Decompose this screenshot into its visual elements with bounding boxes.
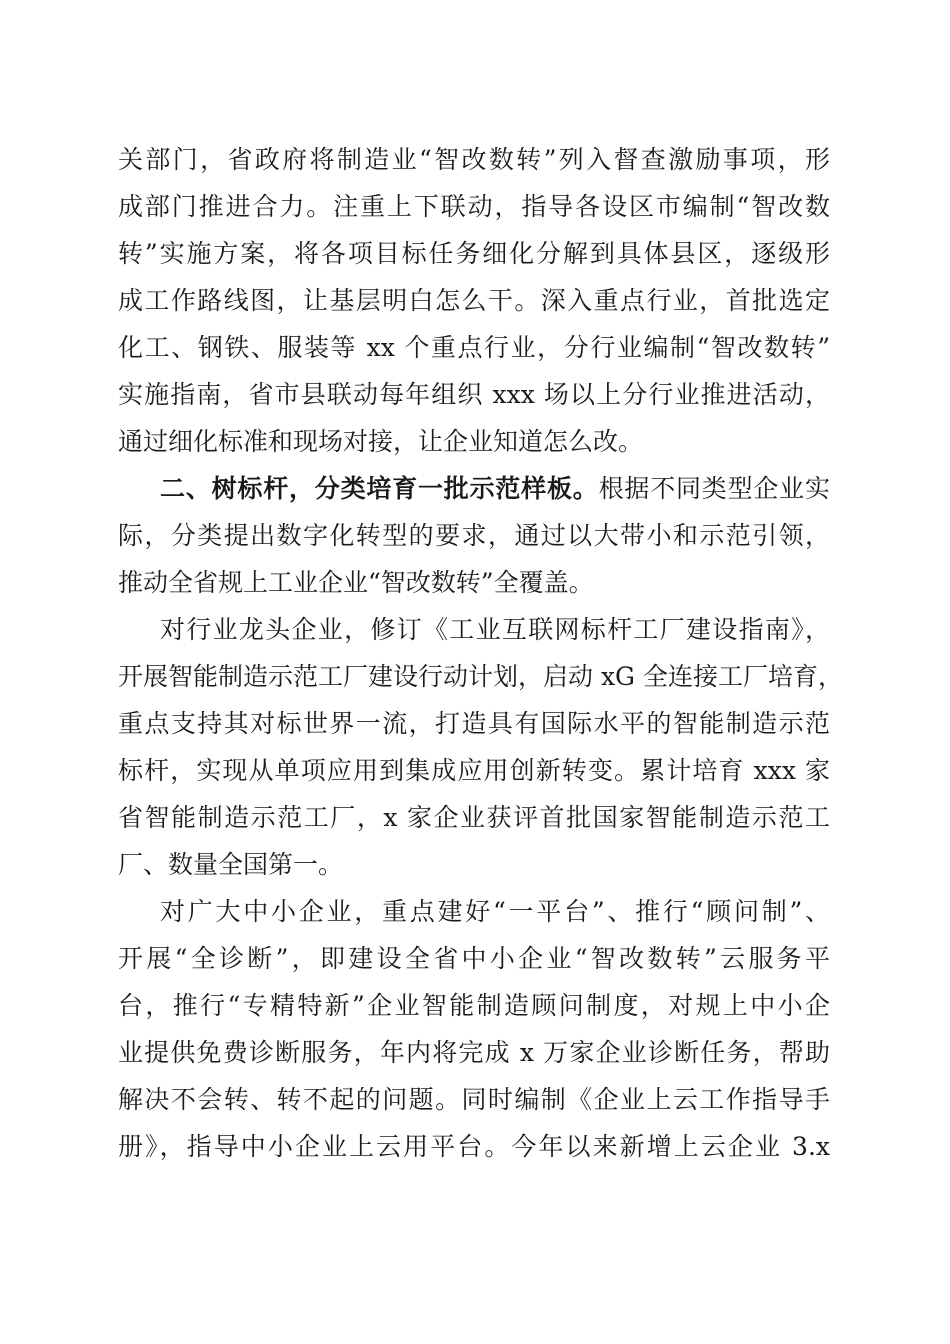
paragraph-2-line-3: 推动全省规上工业企业“智改数转”全覆盖。: [118, 568, 594, 597]
paragraph-1-line-3: 转”实施方案，将各项目标任务细化分解到具体县区，逐级形: [118, 239, 830, 268]
paragraph-4-line-5: 解决不会转、转不起的问题。同时编制《企业上云工作指导手: [118, 1085, 830, 1114]
paragraph-3-line-1: 对行业龙头企业，修订《工业互联网标杆工厂建设指南》，: [160, 615, 830, 644]
paragraph-4-line-3: 台，推行“专精特新”企业智能制造顾问制度，对规上中小企: [118, 991, 830, 1020]
paragraph-1-line-1: 关部门，省政府将制造业“智改数转”列入督查激励事项，形: [118, 145, 830, 174]
paragraph-4-line-2: 开展“全诊断”，即建设全省中小企业“智改数转”云服务平: [118, 944, 830, 973]
paragraph-2-line-2: 际，分类提出数字化转型的要求，通过以大带小和示范引领，: [118, 521, 830, 550]
paragraph-4-line-6: 册》，指导中小企业上云用平台。今年以来新增上云企业 3.x: [118, 1132, 830, 1161]
paragraph-1-line-7: 通过细化标准和现场对接，让企业知道怎么改。: [118, 427, 644, 456]
paragraph-2-line-1: [160, 474, 830, 504]
paragraph-4-line-1: 对广大中小企业，重点建好“一平台”、推行“顾问制”、: [160, 897, 830, 926]
paragraph-1-line-4: 成工作路线图，让基层明白怎么干。深入重点行业，首批选定: [118, 286, 830, 315]
paragraph-3-line-4: 标杆，实现从单项应用到集成应用创新转变。累计培育 xxx 家: [118, 756, 830, 785]
paragraph-3-line-5: 省智能制造示范工厂，x 家企业获评首批国家智能制造示范工: [118, 803, 830, 832]
paragraph-1-line-2: 成部门推进合力。注重上下联动，指导各设区市编制“智改数: [118, 192, 830, 221]
paragraph-3-line-6: 厂、数量全国第一。: [118, 850, 344, 879]
paragraph-4-line-4: 业提供免费诊断服务，年内将完成 x 万家企业诊断任务，帮助: [118, 1038, 830, 1067]
section-heading-rest: 根据不同类型企业实: [598, 474, 830, 503]
paragraph-1-line-6: 实施指南，省市县联动每年组织 xxx 场以上分行业推进活动，: [118, 380, 830, 409]
paragraph-3-line-2: 开展智能制造示范工厂建设行动计划，启动 xG 全连接工厂培育，: [118, 662, 843, 691]
paragraph-1-line-5: 化工、钢铁、服装等 xx 个重点行业，分行业编制“智改数转”: [118, 333, 830, 362]
section-heading: 二、树标杆，分类培育一批示范样板。: [160, 474, 599, 503]
paragraph-3-line-3: 重点支持其对标世界一流，打造具有国际水平的智能制造示范: [118, 709, 830, 738]
